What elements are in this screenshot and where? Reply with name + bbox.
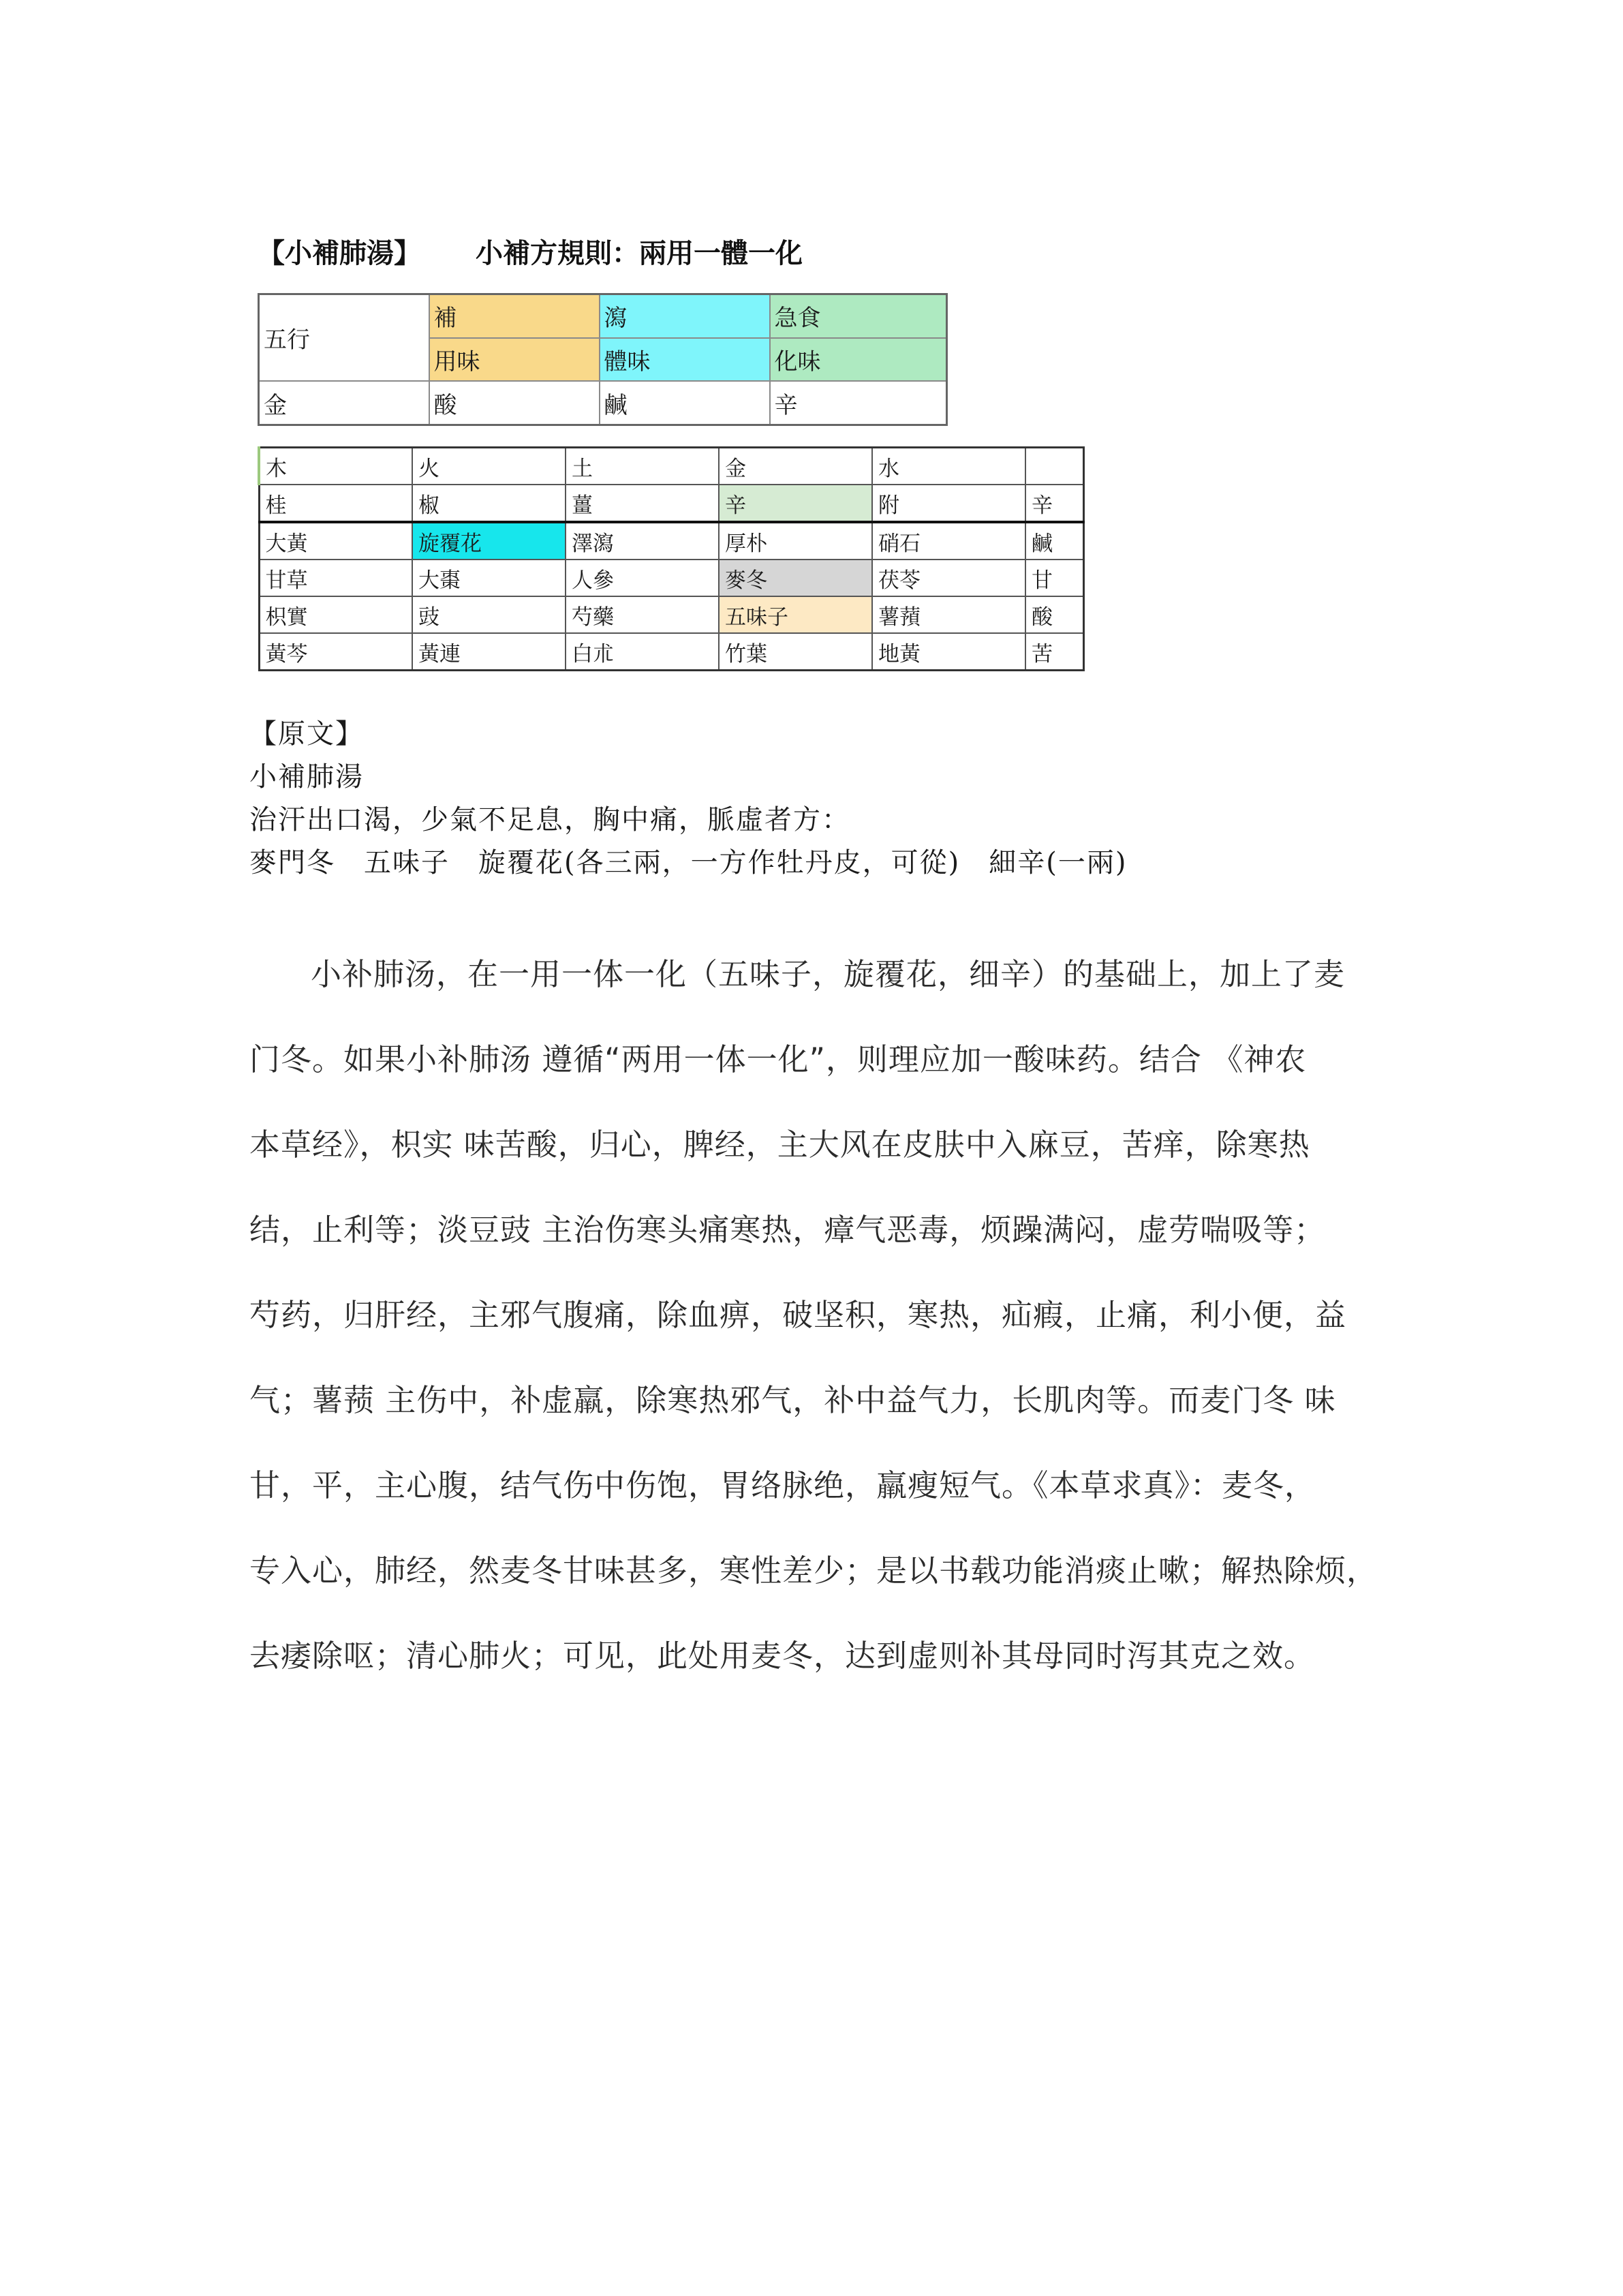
commentary-line: 本草经》，枳实 味苦酸，归心，脾经，主大风在皮肤中入麻豆，苦痒，除寒热 xyxy=(249,1127,1310,1163)
body-taste-cell: 體味 xyxy=(600,338,770,382)
herb-cell: 甘草 xyxy=(259,560,412,596)
pungent-cell: 辛 xyxy=(770,381,947,425)
page-heading xyxy=(258,232,803,271)
herb-cell: 苦 xyxy=(1025,633,1083,671)
herb-cell: 白朮 xyxy=(566,633,719,671)
wuxing-header-cell: 五行 xyxy=(259,294,429,382)
herb-cell: 辛 xyxy=(1025,485,1083,522)
herb-cell: 硝石 xyxy=(872,522,1025,560)
commentary-line: 小补肺汤，在一用一体一化（五味子，旋覆花，细辛）的基础上，加上了麦 xyxy=(311,956,1346,992)
urgent-eat-cell: 急食 xyxy=(770,294,947,338)
herb-row xyxy=(259,596,1083,633)
herb-cell: 火 xyxy=(412,448,566,485)
original-formula-name: 小補肺湯 xyxy=(249,761,364,793)
original-label: 【原文】 xyxy=(249,718,364,750)
tonify-cell: 補 xyxy=(429,294,600,338)
commentary-line: 专入心，肺经，然麦冬甘味甚多，寒性差少；是以书载功能消痰止嗽；解热除烦， xyxy=(249,1552,1378,1589)
commentary-line: 门冬。如果小补肺汤 遵循“两用一体一化”，则理应加一酸味药。结合 《神农 xyxy=(249,1041,1307,1077)
herb-cell: 竹葉 xyxy=(719,633,872,671)
herb-cell: 木 xyxy=(259,448,412,485)
herb-cell: 酸 xyxy=(1025,596,1083,633)
herb-cell: 五味子 xyxy=(719,596,872,633)
herb-grid-table xyxy=(258,446,1085,671)
transform-taste-cell: 化味 xyxy=(770,338,947,382)
herb-cell: 金 xyxy=(719,448,872,485)
herb-cell: 鹹 xyxy=(1025,522,1083,560)
herb-row xyxy=(259,560,1083,596)
herb-cell: 薯蕷 xyxy=(872,596,1025,633)
herb-cell: 旋覆花 xyxy=(412,522,566,560)
herb-cell: 芍藥 xyxy=(566,596,719,633)
herb-row xyxy=(259,485,1083,522)
commentary-line: 芍药，归肝经，主邪气腹痛，除血痹，破坚积，寒热，疝瘕，止痛，利小便，益 xyxy=(249,1297,1347,1333)
herb-cell: 人參 xyxy=(566,560,719,596)
herb-cell: 澤瀉 xyxy=(566,522,719,560)
herb-cell: 黃連 xyxy=(412,633,566,671)
herb-cell: 地黃 xyxy=(872,633,1025,671)
metal-cell: 金 xyxy=(259,381,429,425)
herb-cell: 黃芩 xyxy=(259,633,412,671)
formula-title: 【小補肺湯】 xyxy=(258,238,421,269)
herb-cell: 麥冬 xyxy=(719,560,872,596)
herb-cell: 豉 xyxy=(412,596,566,633)
herb-cell: 辛 xyxy=(719,485,872,522)
herb-cell: 附 xyxy=(872,485,1025,522)
herb-cell: 水 xyxy=(872,448,1025,485)
commentary-line: 气；薯蓣 主伤中，补虚羸，除寒热邪气，补中益气力，长肌肉等。而麦门冬 味 xyxy=(249,1382,1336,1418)
herb-cell: 枳實 xyxy=(259,596,412,633)
herb-cell: 椒 xyxy=(412,485,566,522)
salty-cell: 鹹 xyxy=(600,381,770,425)
herb-cell: 大棗 xyxy=(412,560,566,596)
herb-cell: 茯苓 xyxy=(872,560,1025,596)
original-indication: 治汗出口渴，少氣不足息，胸中痛，脈虛者方： xyxy=(249,804,850,836)
commentary-line: 甘，平，主心腹，结气伤中伤饱，胃络脉绝，羸瘦短气。《本草求真》：麦冬， xyxy=(249,1467,1316,1503)
herb-cell: 厚朴 xyxy=(719,522,872,560)
herb-row xyxy=(259,448,1083,485)
commentary-line: 结，止利等；淡豆豉 主治伤寒头痛寒热，瘴气恶毒，烦躁满闷，虚劳喘吸等； xyxy=(249,1212,1326,1248)
herb-cell: 甘 xyxy=(1025,560,1083,596)
herb-cell xyxy=(1025,448,1083,485)
use-taste-cell: 用味 xyxy=(429,338,600,382)
formula-rule: 小補方規則：兩用一體一化 xyxy=(476,238,803,269)
sour-cell: 酸 xyxy=(429,381,600,425)
herb-cell: 大黃 xyxy=(259,522,412,560)
herb-cell: 薑 xyxy=(566,485,719,522)
herb-row xyxy=(259,522,1083,560)
commentary-line: 去痿除呕；清心肺火；可见，此处用麦冬，达到虚则补其母同时泻其克之效。 xyxy=(249,1638,1316,1674)
herb-cell: 桂 xyxy=(259,485,412,522)
herb-cell: 土 xyxy=(566,448,719,485)
original-ingredients: 麥門冬 五味子 旋覆花(各三兩，一方作牡丹皮，可從) 細辛(一兩) xyxy=(249,847,1128,878)
drain-cell: 瀉 xyxy=(600,294,770,338)
herb-row xyxy=(259,633,1083,671)
wuxing-taste-table xyxy=(258,293,948,426)
